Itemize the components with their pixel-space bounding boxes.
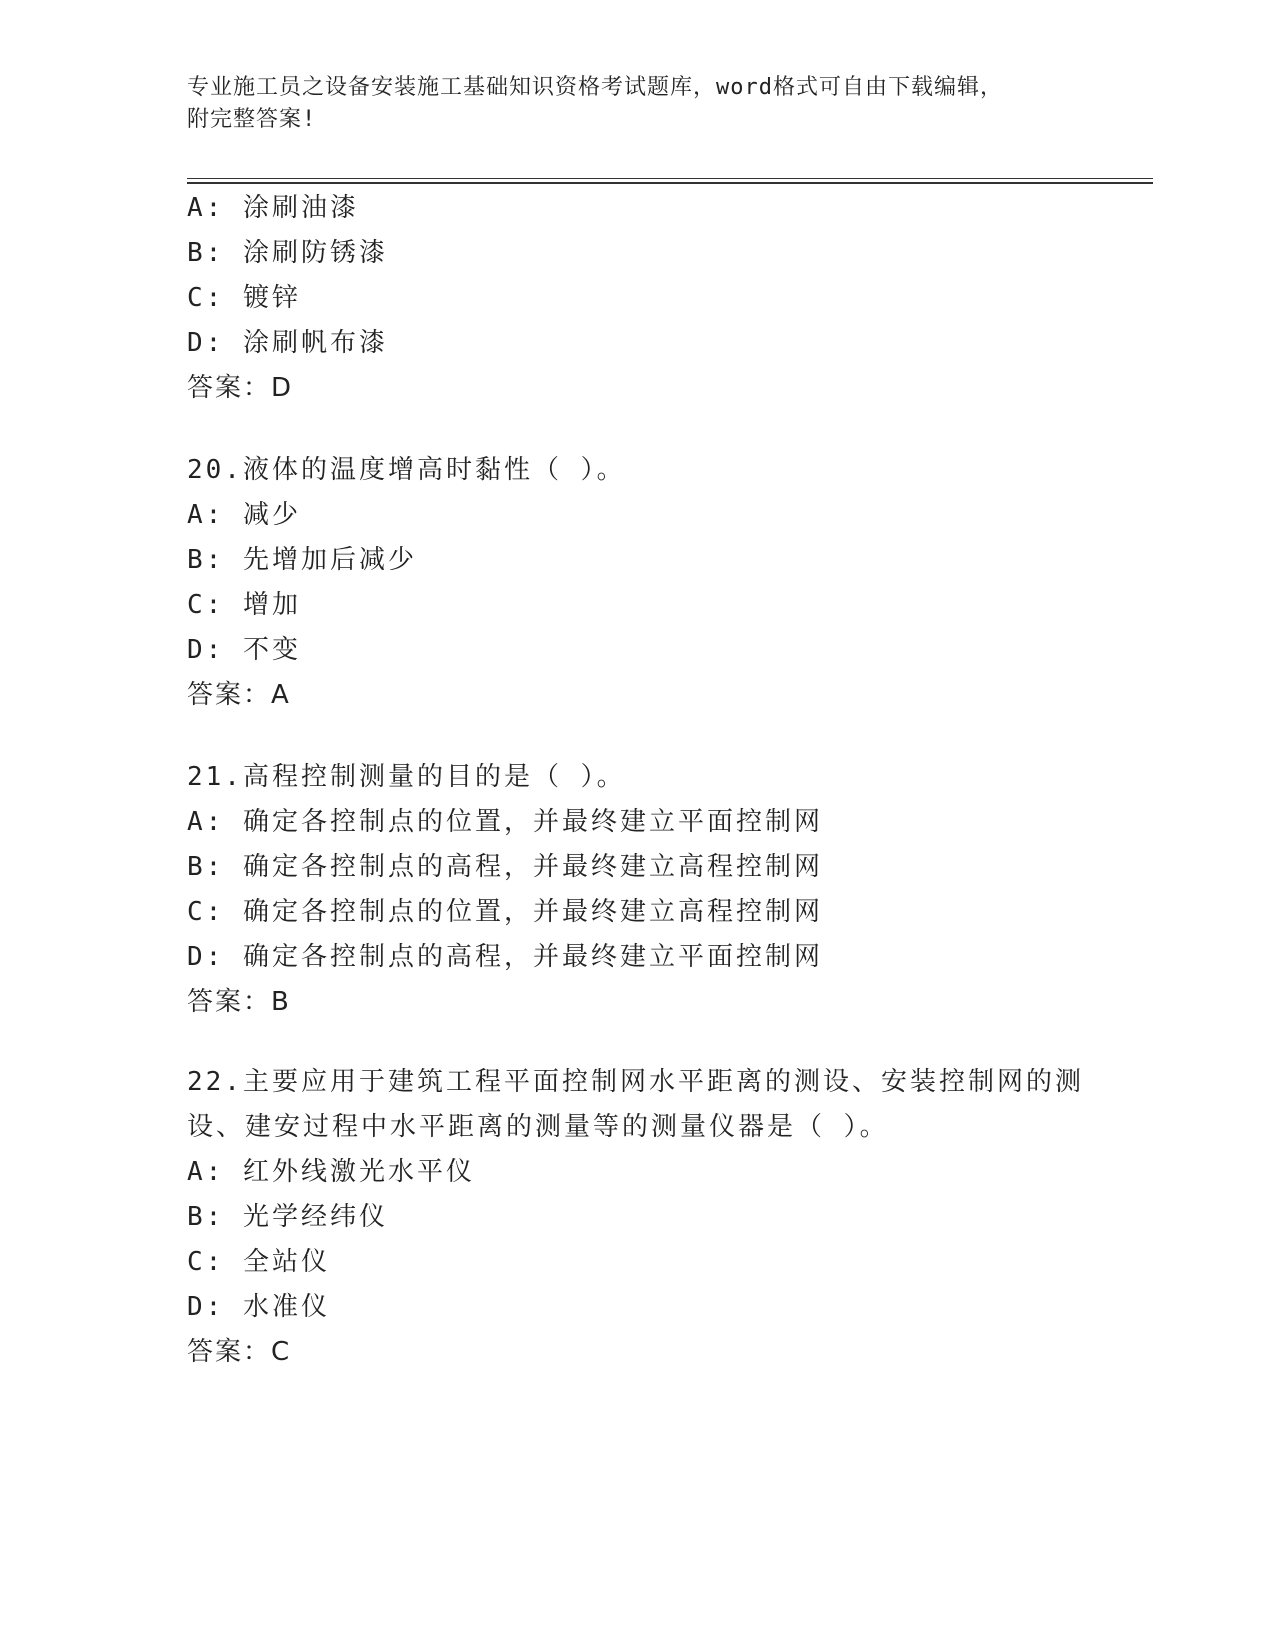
question-stem-line-1: 22.主要应用于建筑工程平面控制网水平距离的测设、安装控制网的测 [187,1067,1084,1097]
option-c: C: 增加 [187,590,301,620]
answer: 答案：C [187,1337,292,1367]
header-divider-thin [187,178,1153,179]
question-stem: 20.液体的温度增高时黏性（ ）。 [187,455,626,485]
question-stem: 21.高程控制测量的目的是（ ）。 [187,762,626,792]
option-b: B: 确定各控制点的高程，并最终建立高程控制网 [187,852,823,882]
question-22 [187,1060,1087,1375]
option-b: B: 涂刷防锈漆 [187,238,388,268]
option-d: D: 涂刷帆布漆 [187,328,388,358]
option-d: D: 水准仪 [187,1292,330,1322]
option-b: B: 光学经纬仪 [187,1202,388,1232]
option-d: D: 确定各控制点的高程，并最终建立平面控制网 [187,942,823,972]
option-a: A: 涂刷油漆 [187,193,359,223]
answer: 答案：B [187,987,291,1017]
option-d: D: 不变 [187,635,301,665]
option-a: A: 红外线激光水平仪 [187,1157,475,1187]
option-c: C: 全站仪 [187,1247,330,1277]
option-a: A: 确定各控制点的位置，并最终建立平面控制网 [187,807,823,837]
header-line-2: 附完整答案! [187,107,317,132]
option-b: B: 先增加后减少 [187,545,417,575]
question-21 [187,755,1087,1025]
answer: 答案：D [187,373,294,403]
answer: 答案：A [187,680,291,710]
document-header [187,72,1087,136]
header-divider-thick [187,182,1153,184]
header-line-1: 专业施工员之设备安装施工基础知识资格考试题库，word格式可自由下载编辑， [187,75,1003,100]
question-20 [187,448,1087,718]
option-a: A: 减少 [187,500,301,530]
option-c: C: 镀锌 [187,283,301,313]
question-19 [187,186,1087,411]
option-c: C: 确定各控制点的位置，并最终建立高程控制网 [187,897,823,927]
question-stem-line-2: 设、建安过程中水平距离的测量等的测量仪器是（ ）。 [187,1112,889,1142]
